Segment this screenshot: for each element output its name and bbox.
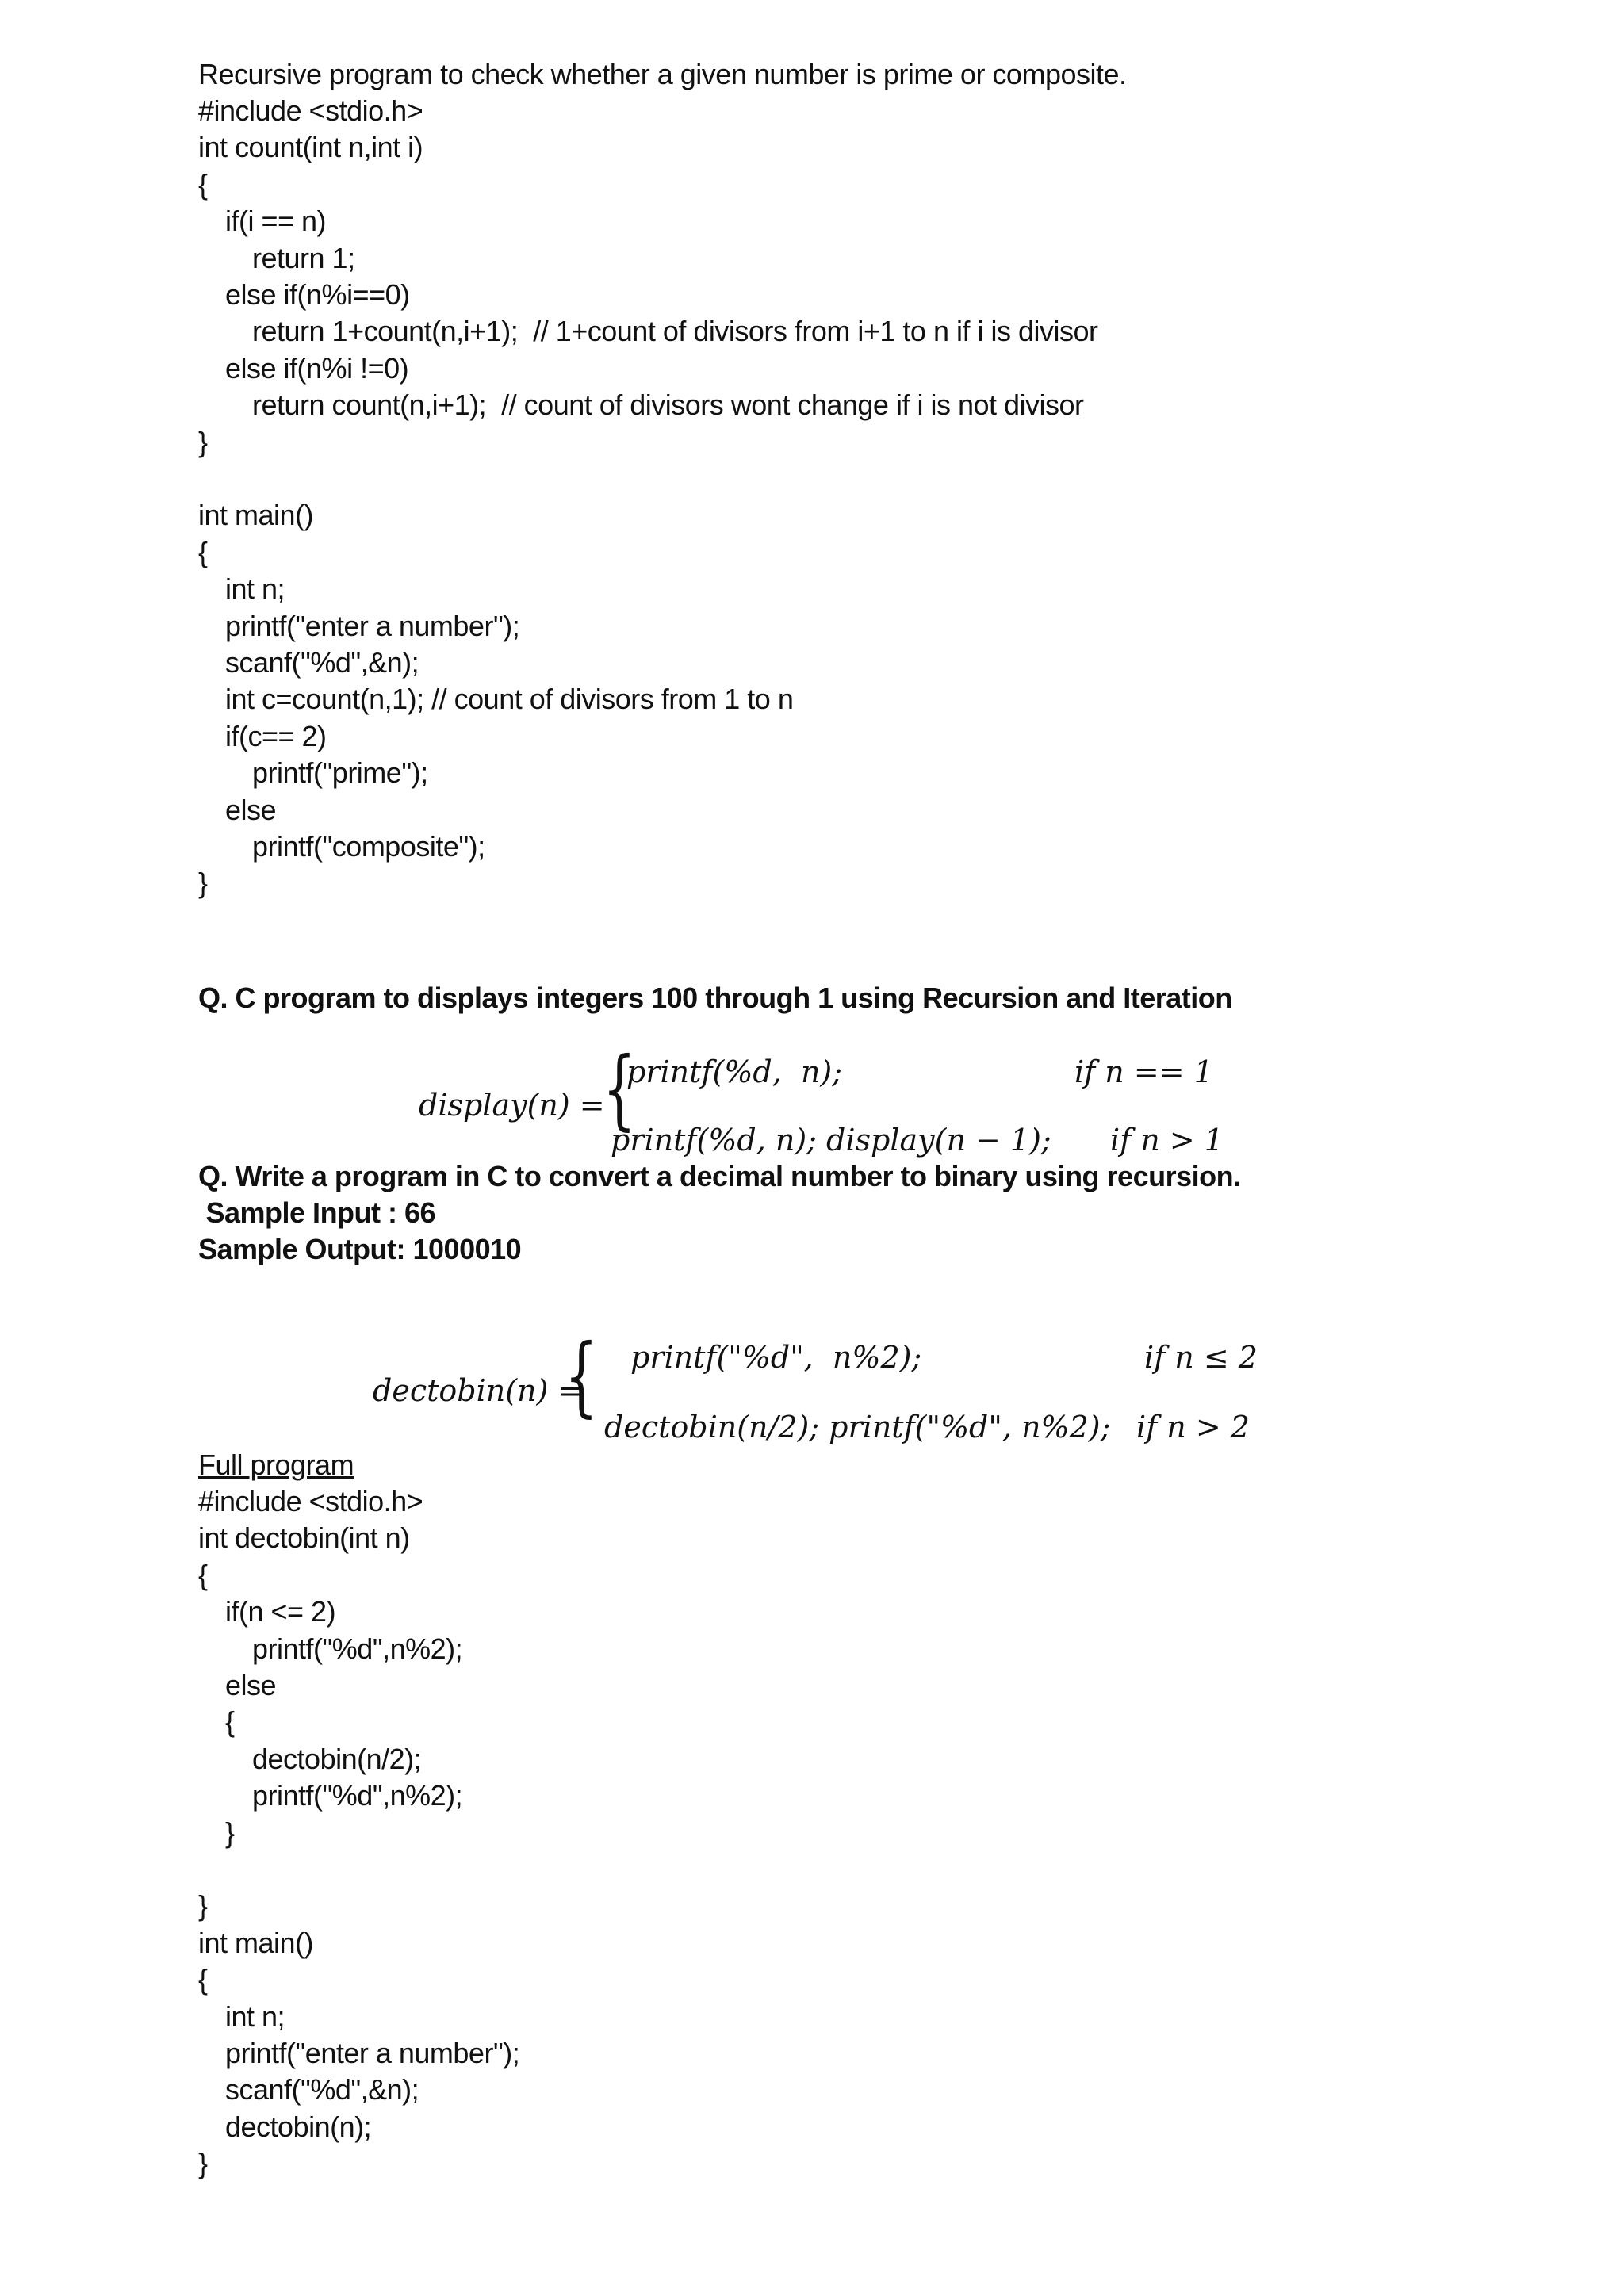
sample-input: Sample Input : 66 bbox=[198, 1196, 436, 1229]
dectobin-formula-brace: { bbox=[565, 1325, 598, 1426]
code-line: int main() bbox=[198, 1926, 314, 1959]
code-line: { bbox=[198, 535, 208, 568]
code-line: } bbox=[198, 867, 208, 900]
code-line: int c=count(n,1); // count of divisors from 1 to n bbox=[225, 683, 794, 716]
dectobin-case1-cond: if n ≤ 2 bbox=[1144, 1340, 1258, 1375]
code-line: int dectobin(int n) bbox=[198, 1521, 410, 1555]
code-line: int main() bbox=[198, 499, 314, 532]
code-line: dectobin(n/2); bbox=[252, 1742, 422, 1775]
dectobin-question: Q. Write a program in C to convert a decimal number to binary using recursion. bbox=[198, 1160, 1241, 1192]
dectobin-case1-expr: printf("%d", n%2); bbox=[630, 1340, 922, 1375]
code-line: else if(n%i==0) bbox=[225, 278, 410, 311]
code-line: if(c== 2) bbox=[225, 719, 327, 752]
code-line: int n; bbox=[225, 572, 285, 606]
code-line: printf("enter a number"); bbox=[225, 609, 520, 642]
code-line: printf("%d",n%2); bbox=[252, 1632, 463, 1665]
code-line: printf("%d",n%2); bbox=[252, 1779, 463, 1812]
code-line: { bbox=[198, 1963, 208, 1996]
code-line: } bbox=[225, 1816, 235, 1849]
code-line: scanf("%d",&n); bbox=[225, 646, 419, 679]
code-line: dectobin(n); bbox=[225, 2110, 372, 2143]
display-question: Q. C program to displays integers 100 through 1 using Recursion and Iteration bbox=[198, 982, 1232, 1014]
display-formula-lhs: display(n) = bbox=[419, 1088, 605, 1123]
display-case1-expr: printf(%d, n); bbox=[626, 1054, 843, 1089]
code-line: } bbox=[198, 1889, 208, 1923]
code-line: printf("composite"); bbox=[252, 830, 485, 863]
code-line: else bbox=[225, 793, 277, 826]
dectobin-formula-lhs: dectobin(n) = bbox=[373, 1373, 584, 1408]
code-line: } bbox=[198, 2147, 208, 2180]
code-line: return count(n,i+1); // count of divisors wont change if i is not divisor bbox=[252, 388, 1084, 422]
code-line: scanf("%d",&n); bbox=[225, 2073, 419, 2107]
code-line: else if(n%i !=0) bbox=[225, 351, 409, 385]
code-line: { bbox=[198, 167, 208, 201]
section1-title: Recursive program to check whether a given number is prime or composite. bbox=[198, 58, 1127, 90]
sample-output: Sample Output: 1000010 bbox=[198, 1233, 522, 1265]
code-line: #include <stdio.h> bbox=[198, 94, 423, 127]
code-line: if(n <= 2) bbox=[225, 1595, 336, 1628]
code-line: { bbox=[198, 1558, 208, 1591]
code-line: return 1; bbox=[252, 241, 355, 274]
code-line: if(i == n) bbox=[225, 205, 327, 238]
code-line: int n; bbox=[225, 1999, 285, 2033]
display-case2-cond: if n > 1 bbox=[1110, 1123, 1224, 1158]
display-case1-cond: if n == 1 bbox=[1074, 1054, 1213, 1089]
code-line: return 1+count(n,i+1); // 1+count of divisors from i+1 to n if i is divisor bbox=[252, 315, 1098, 348]
display-case2-expr: printf(%d, n); display(n − 1); bbox=[611, 1123, 1051, 1158]
dectobin-case2-cond: if n > 2 bbox=[1136, 1410, 1250, 1445]
code-line: printf("prime"); bbox=[252, 756, 428, 790]
code-line: int count(int n,int i) bbox=[198, 131, 423, 164]
dectobin-case2-expr: dectobin(n/2); printf("%d", n%2); bbox=[604, 1410, 1111, 1445]
code-line: #include <stdio.h> bbox=[198, 1485, 423, 1517]
code-line: else bbox=[225, 1669, 277, 1701]
code-line: } bbox=[198, 425, 208, 458]
code-line: printf("enter a number"); bbox=[225, 2037, 520, 2069]
display-formula-brace: { bbox=[603, 1038, 636, 1139]
full-program-label: Full program bbox=[198, 1448, 354, 1481]
code-line: { bbox=[225, 1705, 235, 1739]
